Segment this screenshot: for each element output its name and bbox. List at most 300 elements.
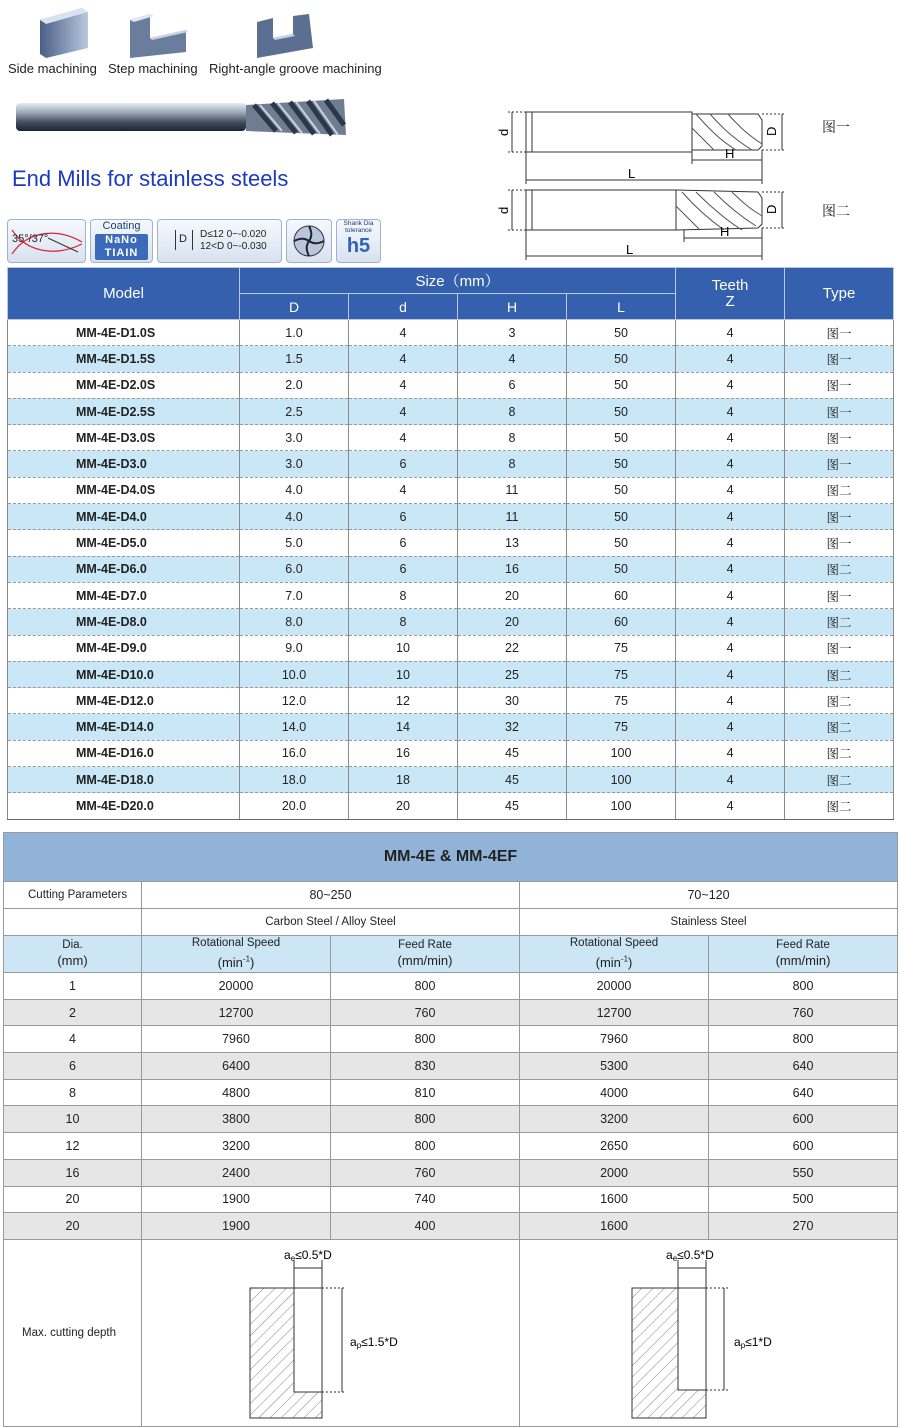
cell-d: 4 [349, 346, 458, 372]
speed-exp: -1 [242, 954, 251, 964]
cell-d: 6 [349, 504, 458, 530]
cell-model: MM-4E-D18.0 [8, 767, 240, 793]
shank-title1: Shank Dia [343, 220, 374, 227]
cell-speed-left: 1900 [142, 1213, 331, 1240]
cell-d: 4 [349, 477, 458, 503]
cell-feed-right: 800 [709, 1026, 898, 1053]
cell-feed-right: 600 [709, 1133, 898, 1160]
cell-d: 8 [349, 609, 458, 635]
cell-type: 图一 [785, 530, 894, 556]
svg-text:ap≤1*D [734, 1335, 772, 1350]
cell-feed-left: 800 [331, 973, 520, 1000]
cell-speed-right: 20000 [520, 973, 709, 1000]
ae-right: a [666, 1247, 673, 1262]
cell-teeth: 4 [676, 714, 785, 740]
cell-feed-left: 760 [331, 1159, 520, 1186]
cell-D: 6.0 [240, 556, 349, 582]
cell-D: 2.0 [240, 372, 349, 398]
side-machining-label: Side machining [8, 61, 97, 76]
cell-speed-right: 2000 [520, 1159, 709, 1186]
cell-L: 75 [567, 661, 676, 687]
cell-d: 10 [349, 661, 458, 687]
cell-L: 50 [567, 346, 676, 372]
cell-type: 图二 [785, 793, 894, 819]
fig2-label: 图二 [822, 203, 850, 219]
coating-line2: TIAIN [104, 247, 139, 259]
cell-D: 4.0 [240, 477, 349, 503]
helix-angle-text: 35°/37° [12, 233, 49, 245]
cell-H: 8 [458, 451, 567, 477]
cell-speed-left: 7960 [142, 1026, 331, 1053]
ae-right-sub: e [672, 1253, 678, 1263]
table-row [4, 1106, 898, 1133]
table-row [4, 1186, 898, 1213]
groove-machining-label: Right-angle groove machining [209, 61, 382, 76]
speed-header-right [520, 936, 709, 973]
cell-dia: 10 [4, 1106, 142, 1133]
table-row [4, 1079, 898, 1106]
svg-text:ae≤0.5*D [284, 1248, 332, 1263]
feed-label-2: Feed Rate [776, 939, 830, 951]
cell-speed-left: 2400 [142, 1159, 331, 1186]
cell-speed-right: 2650 [520, 1133, 709, 1160]
cell-teeth: 4 [676, 767, 785, 793]
col-L: L [567, 294, 676, 320]
cell-feed-left: 810 [331, 1079, 520, 1106]
cell-dia: 8 [4, 1079, 142, 1106]
cell-model: MM-4E-D4.0 [8, 504, 240, 530]
feed-header-right [709, 936, 898, 973]
cell-teeth: 4 [676, 320, 785, 346]
ap-left-sub: p [356, 1340, 362, 1350]
col-d: d [349, 294, 458, 320]
tolerance-badge [157, 219, 282, 263]
cell-speed-left: 4800 [142, 1079, 331, 1106]
cell-feed-left: 800 [331, 1133, 520, 1160]
depth-drawing-right [520, 1240, 898, 1426]
table-row [8, 661, 894, 687]
cell-H: 20 [458, 609, 567, 635]
cell-speed-right: 12700 [520, 999, 709, 1026]
speed-exp-2: -1 [620, 954, 629, 964]
col-H: H [458, 294, 567, 320]
cell-teeth: 4 [676, 661, 785, 687]
cell-L: 75 [567, 714, 676, 740]
dia-label: Dia. [62, 939, 83, 951]
cell-type: 图一 [785, 372, 894, 398]
cell-type: 图二 [785, 688, 894, 714]
dim-L-label-2: L [626, 242, 634, 257]
table-row [8, 398, 894, 424]
ap-left-val: ≤1.5*D [361, 1334, 398, 1349]
cell-L: 100 [567, 740, 676, 766]
cell-teeth: 4 [676, 582, 785, 608]
cell-feed-right: 640 [709, 1079, 898, 1106]
cell-type: 图二 [785, 477, 894, 503]
cell-feed-left: 830 [331, 1053, 520, 1080]
ae-left-sub: e [290, 1253, 296, 1263]
cell-H: 22 [458, 635, 567, 661]
cell-feed-right: 600 [709, 1106, 898, 1133]
cell-H: 25 [458, 661, 567, 687]
table-row [4, 999, 898, 1026]
feed-label: Feed Rate [398, 939, 452, 951]
cell-teeth: 4 [676, 635, 785, 661]
cell-D: 12.0 [240, 688, 349, 714]
cell-teeth: 4 [676, 477, 785, 503]
feed-header-left [331, 936, 520, 973]
table-row [8, 556, 894, 582]
cell-model: MM-4E-D2.5S [8, 398, 240, 424]
cell-L: 60 [567, 609, 676, 635]
table-row [8, 451, 894, 477]
cell-H: 45 [458, 793, 567, 819]
cell-model: MM-4E-D3.0S [8, 425, 240, 451]
speed-unit-2: (min [595, 954, 621, 970]
cell-H: 11 [458, 477, 567, 503]
dim-d-label: d [496, 128, 511, 136]
cell-d: 6 [349, 556, 458, 582]
cell-L: 50 [567, 372, 676, 398]
cell-model: MM-4E-D12.0 [8, 688, 240, 714]
coating-line1: NaNo [105, 234, 138, 246]
cell-type: 图一 [785, 504, 894, 530]
cell-d: 18 [349, 767, 458, 793]
cell-d: 8 [349, 582, 458, 608]
step-machining-label: Step machining [108, 61, 198, 76]
cell-teeth: 4 [676, 451, 785, 477]
flute-badge [286, 219, 332, 263]
cell-H: 20 [458, 582, 567, 608]
cell-D: 3.0 [240, 451, 349, 477]
cutting-parameters-label: Cutting Parameters [4, 882, 142, 909]
feed-unit: (mm/min) [397, 953, 453, 968]
cell-type: 图一 [785, 320, 894, 346]
cell-speed-right: 3200 [520, 1106, 709, 1133]
cell-teeth: 4 [676, 372, 785, 398]
spec-table [7, 267, 894, 820]
speed-unit: (min [217, 954, 243, 970]
cell-type: 图二 [785, 556, 894, 582]
depth-diagram-left [142, 1239, 520, 1426]
cell-type: 图二 [785, 609, 894, 635]
cell-model: MM-4E-D6.0 [8, 556, 240, 582]
tool-drawing-fig2 [496, 184, 780, 260]
col-D: D [240, 294, 349, 320]
cell-H: 6 [458, 372, 567, 398]
cell-model: MM-4E-D16.0 [8, 740, 240, 766]
cell-model: MM-4E-D2.0S [8, 372, 240, 398]
cell-dia: 1 [4, 973, 142, 1000]
cell-teeth: 4 [676, 556, 785, 582]
cell-L: 75 [567, 635, 676, 661]
dim-L-label: L [628, 166, 636, 181]
cell-D: 3.0 [240, 425, 349, 451]
cell-teeth: 4 [676, 504, 785, 530]
cell-L: 75 [567, 688, 676, 714]
col-model: Model [8, 268, 240, 320]
cell-speed-left: 3200 [142, 1133, 331, 1160]
cell-L: 50 [567, 556, 676, 582]
cell-D: 20.0 [240, 793, 349, 819]
cell-type: 图一 [785, 582, 894, 608]
cell-L: 50 [567, 425, 676, 451]
coating-badge [90, 219, 153, 263]
table-row [8, 714, 894, 740]
cell-dia: 12 [4, 1133, 142, 1160]
cell-H: 3 [458, 320, 567, 346]
cell-speed-left: 6400 [142, 1053, 331, 1080]
cell-D: 4.0 [240, 504, 349, 530]
table-row [8, 320, 894, 346]
cell-H: 16 [458, 556, 567, 582]
cell-feed-left: 400 [331, 1213, 520, 1240]
cell-model: MM-4E-D10.0 [8, 661, 240, 687]
cell-D: 18.0 [240, 767, 349, 793]
material-left: Carbon Steel / Alloy Steel [142, 909, 520, 936]
table-row [8, 635, 894, 661]
cell-dia: 20 [4, 1186, 142, 1213]
cell-dia: 6 [4, 1053, 142, 1080]
cell-d: 10 [349, 635, 458, 661]
shank-title2: tolerance [345, 227, 372, 234]
helix-angle-badge [7, 219, 86, 263]
table-row [8, 740, 894, 766]
max-depth-label: Max. cutting depth [4, 1239, 142, 1426]
cell-L: 50 [567, 530, 676, 556]
table-row [8, 767, 894, 793]
cell-H: 45 [458, 740, 567, 766]
cell-L: 50 [567, 477, 676, 503]
cell-type: 图二 [785, 661, 894, 687]
table-row [8, 609, 894, 635]
cell-model: MM-4E-D4.0S [8, 477, 240, 503]
ap-right: a [734, 1334, 741, 1349]
cell-D: 8.0 [240, 609, 349, 635]
table-row [8, 372, 894, 398]
end-mill-photo [14, 97, 348, 139]
table-row [4, 973, 898, 1000]
cell-type: 图一 [785, 425, 894, 451]
cell-speed-right: 1600 [520, 1186, 709, 1213]
cell-model: MM-4E-D1.5S [8, 346, 240, 372]
cell-L: 60 [567, 582, 676, 608]
cell-type: 图二 [785, 740, 894, 766]
ae-right-val: ≤0.5*D [677, 1247, 714, 1262]
cell-teeth: 4 [676, 740, 785, 766]
cell-type: 图一 [785, 346, 894, 372]
cell-teeth: 4 [676, 398, 785, 424]
table-row [4, 1053, 898, 1080]
side-machining-icon [36, 4, 92, 58]
cell-feed-right: 800 [709, 973, 898, 1000]
cell-L: 50 [567, 504, 676, 530]
ae-left: a [284, 1247, 291, 1262]
cell-d: 6 [349, 530, 458, 556]
cell-D: 1.5 [240, 346, 349, 372]
cell-H: 30 [458, 688, 567, 714]
cutting-params-table [3, 832, 898, 1427]
cell-L: 50 [567, 320, 676, 346]
cell-H: 11 [458, 504, 567, 530]
col-teeth-z: Z [725, 292, 735, 310]
fig1-label: 图一 [822, 119, 850, 135]
cell-speed-left: 3800 [142, 1106, 331, 1133]
cell-d: 14 [349, 714, 458, 740]
ap-right-sub: p [740, 1340, 746, 1350]
ae-left-val: ≤0.5*D [295, 1247, 332, 1262]
cell-model: MM-4E-D14.0 [8, 714, 240, 740]
cell-H: 32 [458, 714, 567, 740]
cell-model: MM-4E-D8.0 [8, 609, 240, 635]
cell-L: 100 [567, 793, 676, 819]
cell-d: 20 [349, 793, 458, 819]
cell-feed-left: 740 [331, 1186, 520, 1213]
cell-D: 5.0 [240, 530, 349, 556]
speed-close: ) [250, 954, 255, 970]
dim-H-label-2: H [720, 224, 730, 239]
cell-model: MM-4E-D3.0 [8, 451, 240, 477]
cell-type: 图二 [785, 714, 894, 740]
tolerance-D-symbol: D [179, 233, 187, 245]
range-left: 80~250 [142, 882, 520, 909]
table-row [8, 688, 894, 714]
dim-H-label: H [725, 146, 735, 161]
cell-speed-right: 1600 [520, 1213, 709, 1240]
svg-text:ae≤0.5*D [666, 1248, 714, 1263]
col-size: Size（mm） [240, 268, 676, 294]
col-teeth [676, 268, 785, 320]
cell-D: 2.5 [240, 398, 349, 424]
table-row [4, 1026, 898, 1053]
cell-d: 4 [349, 372, 458, 398]
cell-model: MM-4E-D20.0 [8, 793, 240, 819]
cell-type: 图二 [785, 767, 894, 793]
cell-D: 9.0 [240, 635, 349, 661]
table-row [4, 1159, 898, 1186]
cell-feed-right: 640 [709, 1053, 898, 1080]
speed-label: Rotational Speed [191, 937, 281, 950]
cell-feed-left: 800 [331, 1106, 520, 1133]
table-row [8, 504, 894, 530]
cell-H: 8 [458, 425, 567, 451]
cell-speed-right: 5300 [520, 1053, 709, 1080]
cell-model: MM-4E-D5.0 [8, 530, 240, 556]
cell-speed-right: 4000 [520, 1079, 709, 1106]
cell-dia: 2 [4, 999, 142, 1026]
cell-d: 16 [349, 740, 458, 766]
dia-header [4, 936, 142, 973]
cell-feed-right: 550 [709, 1159, 898, 1186]
cell-teeth: 4 [676, 425, 785, 451]
cell-model: MM-4E-D7.0 [8, 582, 240, 608]
cell-L: 50 [567, 398, 676, 424]
step-machining-icon [128, 12, 190, 58]
cell-dia: 16 [4, 1159, 142, 1186]
svg-text:ap≤1.5*D [350, 1335, 398, 1350]
cell-feed-right: 500 [709, 1186, 898, 1213]
shank-tolerance-badge [336, 219, 381, 263]
table-row [8, 793, 894, 819]
cell-model: MM-4E-D9.0 [8, 635, 240, 661]
table-row [8, 425, 894, 451]
cell-feed-left: 800 [331, 1026, 520, 1053]
cell-d: 4 [349, 425, 458, 451]
cell-D: 1.0 [240, 320, 349, 346]
cell-H: 45 [458, 767, 567, 793]
page-title: End Mills for stainless steels [12, 166, 289, 191]
speed-header-left [142, 936, 331, 973]
cell-type: 图一 [785, 451, 894, 477]
cell-teeth: 4 [676, 530, 785, 556]
tool-drawing-fig1 [496, 100, 780, 184]
cell-dia: 4 [4, 1026, 142, 1053]
speed-close-2: ) [628, 954, 633, 970]
tolerance-line2: 12<D 0~-0.030 [200, 241, 267, 252]
cell-d: 6 [349, 451, 458, 477]
dim-D-label-2: D [764, 204, 779, 214]
depth-diagram-right [520, 1239, 898, 1426]
cell-D: 14.0 [240, 714, 349, 740]
table-row [4, 1133, 898, 1160]
col-teeth-label: Teeth [711, 276, 749, 294]
table-row [4, 1213, 898, 1240]
cell-H: 8 [458, 398, 567, 424]
ap-left: a [350, 1334, 357, 1349]
cell-feed-right: 270 [709, 1213, 898, 1240]
cell-D: 10.0 [240, 661, 349, 687]
cell-model: MM-4E-D1.0S [8, 320, 240, 346]
cell-H: 13 [458, 530, 567, 556]
cell-teeth: 4 [676, 346, 785, 372]
depth-drawing-left [142, 1240, 520, 1426]
feed-unit-2: (mm/min) [775, 953, 831, 968]
groove-machining-icon [255, 14, 319, 58]
tolerance-line1: D≤12 0~-0.020 [200, 229, 267, 240]
table-row [8, 346, 894, 372]
cell-d: 4 [349, 398, 458, 424]
shank-value: h5 [346, 235, 371, 257]
range-right: 70~120 [520, 882, 898, 909]
cell-d: 4 [349, 320, 458, 346]
cell-D: 7.0 [240, 582, 349, 608]
cell-D: 16.0 [240, 740, 349, 766]
cell-speed-left: 20000 [142, 973, 331, 1000]
ap-right-val: ≤1*D [745, 1334, 772, 1349]
cell-speed-left: 12700 [142, 999, 331, 1026]
dim-d-label-2: d [496, 206, 511, 214]
cell-type: 图一 [785, 635, 894, 661]
coating-title: Coating [102, 220, 141, 232]
blank-cell [4, 909, 142, 936]
cell-teeth: 4 [676, 609, 785, 635]
cell-type: 图一 [785, 398, 894, 424]
cell-speed-left: 1900 [142, 1186, 331, 1213]
cell-H: 4 [458, 346, 567, 372]
speed-label-2: Rotational Speed [569, 937, 659, 950]
four-flute-icon [287, 220, 331, 262]
dia-unit: (mm) [57, 953, 88, 968]
cell-L: 50 [567, 451, 676, 477]
col-type: Type [785, 268, 894, 320]
dim-D-label: D [764, 126, 779, 136]
cell-teeth: 4 [676, 688, 785, 714]
cell-feed-left: 760 [331, 999, 520, 1026]
cell-dia: 20 [4, 1213, 142, 1240]
cell-L: 100 [567, 767, 676, 793]
cell-speed-right: 7960 [520, 1026, 709, 1053]
cell-teeth: 4 [676, 793, 785, 819]
